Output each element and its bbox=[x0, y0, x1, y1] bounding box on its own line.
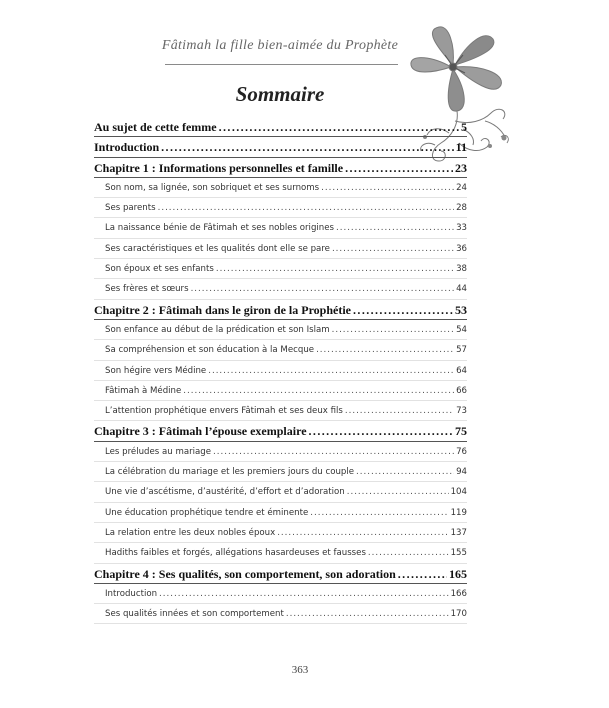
toc-entry-label: Son hégire vers Médine bbox=[105, 365, 207, 376]
toc-entry-page: 44 bbox=[456, 284, 467, 295]
toc-leader-dots bbox=[219, 120, 459, 135]
toc-section-entry bbox=[94, 401, 467, 421]
toc-section-entry bbox=[94, 584, 467, 604]
toc-section-entry bbox=[94, 320, 467, 340]
toc-leader-dots bbox=[208, 366, 454, 376]
toc-entry-label: Ses caractéristiques et les qualités dont elle se pare bbox=[105, 243, 330, 254]
toc-entry-label: Ses qualités innées et son comportement bbox=[105, 609, 284, 620]
toc-section-entry bbox=[94, 523, 467, 543]
toc-chapter-entry bbox=[94, 137, 467, 157]
toc-entry-page: 38 bbox=[456, 264, 467, 275]
toc-entry-label: Son nom, sa lignée, son sobriquet et ses surnoms bbox=[105, 182, 320, 193]
table-of-contents bbox=[94, 117, 467, 624]
toc-entry-label: Fâtimah à Médine bbox=[105, 385, 182, 396]
toc-entry-label: Une éducation prophétique tendre et éminente bbox=[105, 507, 309, 518]
toc-entry-label: L’attention prophétique envers Fâtimah et ses deux fils bbox=[105, 406, 343, 417]
toc-leader-dots bbox=[316, 345, 454, 355]
toc-leader-dots bbox=[191, 284, 455, 294]
toc-entry-page: 75 bbox=[455, 424, 467, 439]
toc-entry-page: 11 bbox=[455, 140, 467, 155]
toc-leader-dots bbox=[336, 223, 454, 233]
toc-section-entry bbox=[94, 482, 467, 502]
toc-entry-page: 36 bbox=[456, 243, 467, 254]
toc-entry-label: Ses frères et sœurs bbox=[105, 284, 189, 295]
toc-entry-page: 33 bbox=[456, 223, 467, 234]
toc-leader-dots bbox=[332, 244, 454, 254]
toc-entry-page: 166 bbox=[450, 588, 467, 599]
toc-section-entry bbox=[94, 604, 467, 624]
toc-section-entry bbox=[94, 218, 467, 238]
toc-entry-label: Les préludes au mariage bbox=[105, 446, 212, 457]
toc-leader-dots bbox=[161, 140, 454, 155]
toc-entry-label: La naissance bénie de Fâtimah et ses nobles origines bbox=[105, 223, 334, 234]
toc-section-entry bbox=[94, 198, 467, 218]
toc-leader-dots bbox=[353, 303, 453, 318]
toc-leader-dots bbox=[345, 406, 454, 416]
toc-entry-label: La célébration du mariage et les premiers jours du couple bbox=[105, 467, 355, 478]
toc-leader-dots bbox=[309, 424, 453, 439]
toc-entry-label: Chapitre 2 : Fâtimah dans le giron de la Prophétie bbox=[94, 302, 352, 317]
toc-leader-dots bbox=[286, 609, 449, 619]
toc-entry-label: Ses parents bbox=[105, 203, 156, 214]
toc-section-entry bbox=[94, 381, 467, 401]
toc-leader-dots bbox=[310, 508, 448, 518]
toc-entry-page: 23 bbox=[455, 160, 467, 175]
toc-entry-page: 24 bbox=[456, 182, 467, 193]
toc-chapter-entry bbox=[94, 300, 467, 320]
toc-entry-page: 94 bbox=[456, 467, 467, 478]
page-number: 363 bbox=[291, 664, 309, 676]
toc-entry-label: Sa compréhension et son éducation à la Mecque bbox=[105, 345, 315, 356]
toc-section-entry bbox=[94, 503, 467, 523]
toc-entry-page: 66 bbox=[456, 385, 467, 396]
toc-leader-dots bbox=[398, 567, 447, 582]
toc-section-entry bbox=[94, 442, 467, 462]
toc-section-entry bbox=[94, 361, 467, 381]
toc-leader-dots bbox=[183, 386, 454, 396]
toc-leader-dots bbox=[332, 325, 454, 335]
toc-entry-page: 119 bbox=[450, 507, 467, 518]
toc-section-entry bbox=[94, 178, 467, 198]
toc-chapter-entry bbox=[94, 158, 467, 178]
toc-entry-label: Introduction bbox=[105, 588, 158, 599]
toc-leader-dots bbox=[347, 487, 449, 497]
toc-entry-page: 104 bbox=[450, 487, 467, 498]
toc-entry-page: 28 bbox=[456, 203, 467, 214]
toc-entry-label: Hadiths faibles et forgés, allégations hasardeuses et fausses bbox=[105, 548, 366, 559]
toc-entry-label: Introduction bbox=[94, 140, 160, 155]
toc-leader-dots bbox=[159, 589, 449, 599]
toc-leader-dots bbox=[213, 447, 454, 457]
toc-entry-label: Chapitre 3 : Fâtimah l’épouse exemplaire bbox=[94, 424, 307, 439]
toc-leader-dots bbox=[321, 183, 454, 193]
toc-entry-page: 57 bbox=[456, 345, 467, 356]
toc-leader-dots bbox=[158, 203, 454, 213]
toc-entry-label: Son enfance au début de la prédication et son Islam bbox=[105, 324, 330, 335]
toc-entry-label: Une vie d’ascétisme, d’austérité, d’effort et d’adoration bbox=[105, 487, 345, 498]
toc-leader-dots bbox=[345, 161, 453, 176]
toc-entry-page: 165 bbox=[449, 566, 467, 581]
toc-section-entry bbox=[94, 543, 467, 563]
toc-entry-page: 5 bbox=[461, 120, 467, 134]
toc-entry-page: 155 bbox=[450, 548, 467, 559]
toc-leader-dots bbox=[216, 264, 454, 274]
toc-section-entry bbox=[94, 462, 467, 482]
toc-section-entry bbox=[94, 340, 467, 360]
toc-heading: Sommaire bbox=[235, 82, 325, 106]
toc-entry-page: 76 bbox=[456, 446, 467, 457]
toc-leader-dots bbox=[277, 528, 448, 538]
toc-leader-dots bbox=[368, 548, 449, 558]
running-header: Fâtimah la fille bien-aimée du Prophète bbox=[161, 38, 399, 53]
toc-entry-label: Son époux et ses enfants bbox=[105, 264, 214, 275]
toc-leader-dots bbox=[356, 467, 454, 477]
toc-chapter-entry bbox=[94, 117, 467, 137]
header-rule bbox=[165, 64, 398, 65]
toc-section-entry bbox=[94, 279, 467, 299]
toc-section-entry bbox=[94, 259, 467, 279]
toc-section-entry bbox=[94, 239, 467, 259]
toc-entry-label: Au sujet de cette femme bbox=[94, 120, 217, 134]
toc-entry-page: 137 bbox=[450, 527, 467, 538]
toc-entry-label: Chapitre 1 : Informations personnelles et famille bbox=[94, 160, 344, 175]
toc-entry-page: 54 bbox=[456, 324, 467, 335]
toc-entry-page: 64 bbox=[456, 365, 467, 376]
toc-entry-label: La relation entre les deux nobles époux bbox=[105, 527, 276, 538]
toc-entry-label: Chapitre 4 : Ses qualités, son comportement, son adoration bbox=[94, 566, 396, 581]
toc-entry-page: 73 bbox=[456, 406, 467, 417]
toc-chapter-entry bbox=[94, 421, 467, 441]
toc-chapter-entry bbox=[94, 564, 467, 584]
toc-entry-page: 170 bbox=[450, 609, 467, 620]
toc-entry-page: 53 bbox=[455, 302, 467, 317]
